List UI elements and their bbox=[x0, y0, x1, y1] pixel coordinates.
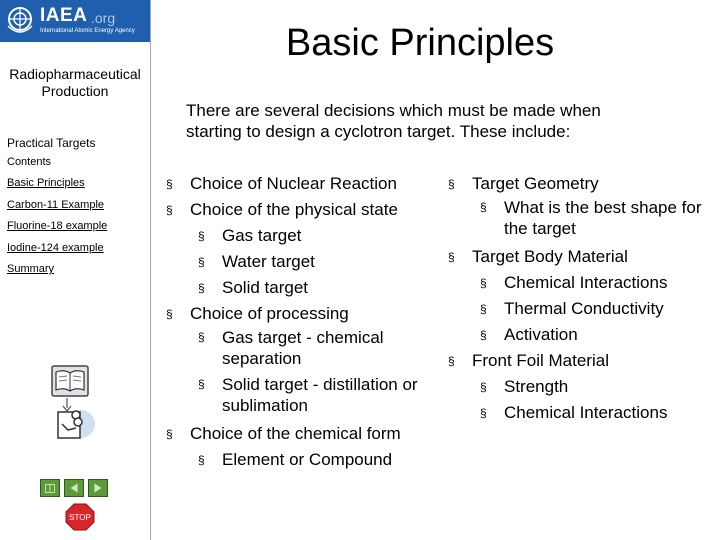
bullet-glyph: § bbox=[480, 406, 487, 420]
bullet-glyph: § bbox=[166, 177, 173, 191]
stop-label: STOP bbox=[69, 513, 91, 522]
sub-bullet-text: Solid target - distillation or sublimation bbox=[222, 375, 418, 415]
logo-subtitle: International Atomic Energy Agency bbox=[40, 28, 135, 34]
stop-button[interactable] bbox=[65, 503, 95, 531]
nav-link-iodine-124[interactable] bbox=[7, 242, 107, 264]
book-icon[interactable] bbox=[50, 364, 96, 442]
sub-bullet-text: Thermal Conductivity bbox=[504, 299, 664, 318]
sub-bullet-text: What is the best shape for the target bbox=[504, 198, 702, 238]
nav-link-carbon-11[interactable] bbox=[7, 199, 107, 221]
previous-arrow-icon[interactable] bbox=[64, 479, 84, 497]
sub-bullet-item bbox=[444, 270, 714, 296]
bullet-glyph: § bbox=[448, 354, 455, 368]
bullet-glyph: § bbox=[480, 200, 487, 214]
slide-title: Basic Principles bbox=[285, 22, 555, 64]
sidebar-divider bbox=[150, 0, 151, 540]
sub-bullet-text: Solid target bbox=[222, 278, 308, 297]
sub-bullet-item bbox=[444, 400, 714, 426]
bullet-glyph: § bbox=[198, 377, 205, 391]
bullet-glyph: § bbox=[166, 427, 173, 441]
sub-bullet-text: Chemical Interactions bbox=[504, 403, 668, 422]
sub-bullet-item bbox=[444, 197, 714, 239]
logo-domain: .org bbox=[91, 10, 116, 26]
bullet-glyph: § bbox=[198, 330, 205, 344]
nav-link-summary[interactable] bbox=[7, 263, 107, 285]
bullet-item bbox=[162, 301, 432, 327]
bullet-glyph: § bbox=[480, 380, 487, 394]
bullet-text: Choice of processing bbox=[190, 304, 349, 323]
nav-link-label: Summary bbox=[7, 263, 55, 275]
sub-bullet-item bbox=[444, 296, 714, 322]
bullet-glyph: § bbox=[166, 203, 173, 217]
sub-bullet-item bbox=[190, 223, 432, 249]
bullet-item bbox=[162, 197, 432, 223]
bullet-item bbox=[162, 171, 432, 197]
bullet-glyph: § bbox=[480, 302, 487, 316]
logo-wordmark: IAEA bbox=[40, 5, 88, 26]
slide-intro: There are several decisions which must be made when starting to design a cyclotron target. These include: bbox=[186, 101, 601, 141]
sub-bullet-item bbox=[190, 327, 432, 369]
sub-bullet-text: Element or Compound bbox=[222, 450, 393, 469]
sidebar bbox=[0, 0, 150, 540]
bullet-glyph: § bbox=[198, 255, 205, 269]
sub-bullet-item bbox=[190, 447, 432, 473]
sub-bullet-text: Activation bbox=[504, 325, 578, 344]
sub-bullet-item bbox=[190, 249, 432, 275]
bullet-glyph: § bbox=[448, 250, 455, 264]
nav-link-label: Fluorine-18 example bbox=[7, 220, 108, 232]
bullet-glyph: § bbox=[480, 328, 487, 342]
contents-heading: Contents bbox=[7, 156, 52, 168]
left-bullet-column bbox=[162, 171, 432, 473]
contents-nav bbox=[7, 177, 107, 285]
un-emblem-icon bbox=[4, 4, 36, 38]
bullet-glyph: § bbox=[166, 307, 173, 321]
home-button-icon[interactable] bbox=[40, 479, 60, 497]
sub-bullet-text: Chemical Interactions bbox=[504, 273, 668, 292]
right-bullet-column bbox=[444, 171, 714, 426]
stop-sign-icon bbox=[65, 503, 95, 531]
bullet-glyph: § bbox=[198, 281, 205, 295]
sub-bullet-item bbox=[444, 374, 714, 400]
bullet-text: Target Body Material bbox=[472, 247, 628, 266]
iaea-logo bbox=[0, 0, 150, 42]
module-title: Practical Targets bbox=[7, 136, 96, 150]
sub-bullet-text: Strength bbox=[504, 377, 569, 396]
bullet-text: Choice of the chemical form bbox=[190, 424, 401, 443]
bullet-text: Target Geometry bbox=[472, 174, 599, 193]
next-arrow-icon[interactable] bbox=[88, 479, 108, 497]
bullet-glyph: § bbox=[448, 177, 455, 191]
nav-link-fluorine-18[interactable] bbox=[7, 220, 107, 242]
bullet-text: Front Foil Material bbox=[472, 351, 609, 370]
nav-link-basic-principles[interactable] bbox=[7, 177, 107, 199]
sub-bullet-text: Water target bbox=[222, 252, 315, 271]
bullet-glyph: § bbox=[198, 229, 205, 243]
bullet-text: Choice of Nuclear Reaction bbox=[190, 174, 397, 193]
bullet-text: Choice of the physical state bbox=[190, 200, 398, 219]
sub-bullet-item bbox=[190, 374, 432, 416]
bullet-glyph: § bbox=[480, 276, 487, 290]
bullet-item bbox=[444, 348, 714, 374]
sub-bullet-text: Gas target - chemical separation bbox=[222, 328, 384, 368]
bullet-item bbox=[444, 171, 714, 197]
sub-bullet-item bbox=[190, 275, 432, 301]
nav-link-label: Carbon-11 Example bbox=[7, 198, 105, 211]
sub-bullet-item bbox=[444, 322, 714, 348]
slide-nav-controls bbox=[40, 479, 110, 497]
section-title: Radiopharmaceutical Production bbox=[9, 66, 141, 99]
bullet-item bbox=[162, 421, 432, 447]
nav-link-label: Basic Principles bbox=[7, 177, 85, 189]
bullet-glyph: § bbox=[198, 453, 205, 467]
bullet-item bbox=[444, 244, 714, 270]
nav-link-label: Iodine-124 example bbox=[7, 241, 104, 254]
sub-bullet-text: Gas target bbox=[222, 226, 302, 245]
